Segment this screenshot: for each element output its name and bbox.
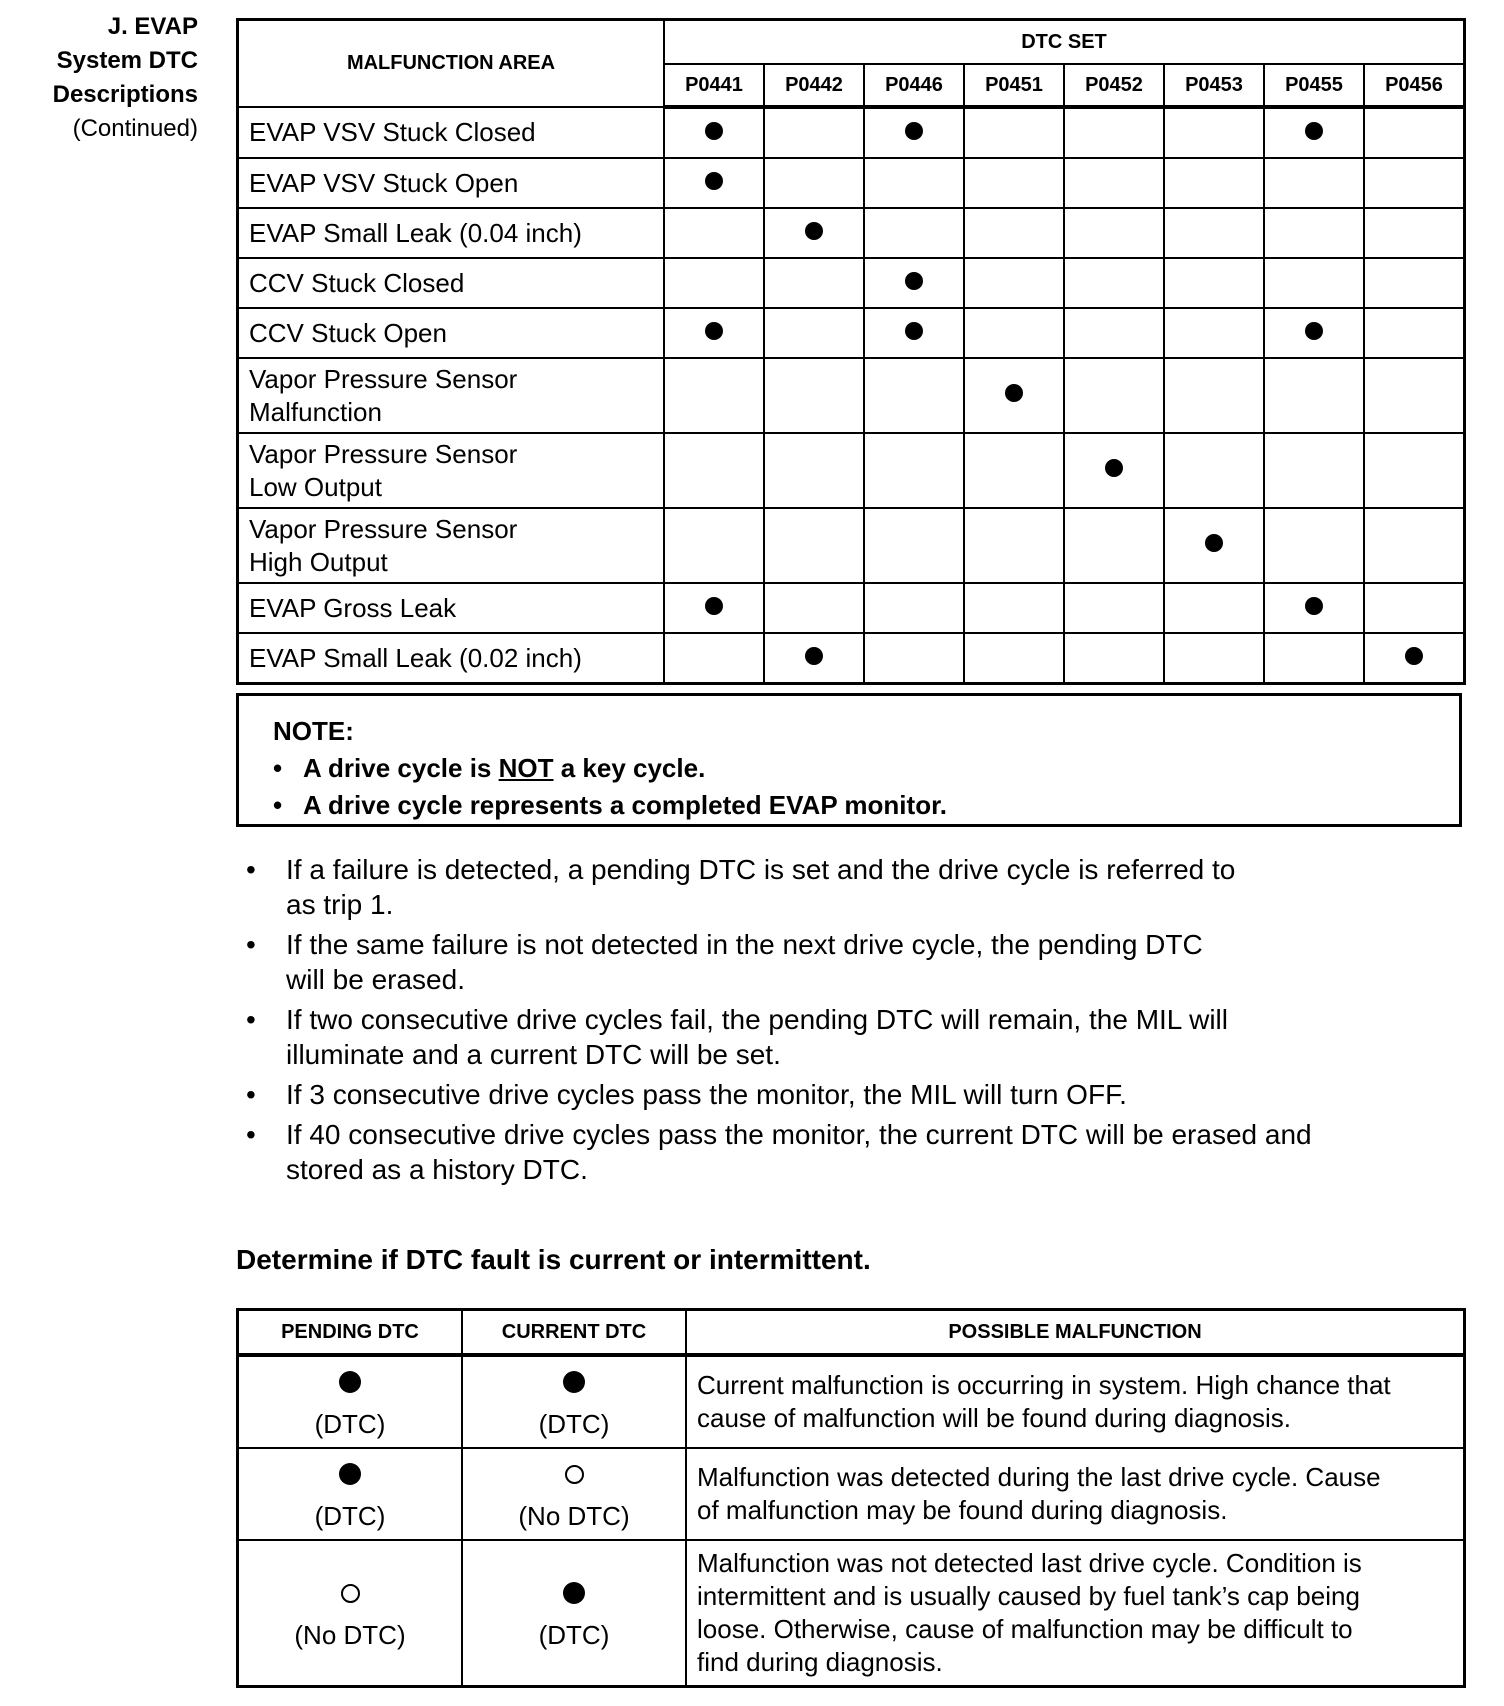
table-row bbox=[238, 1355, 1465, 1448]
dtc-mark-cell bbox=[1264, 208, 1364, 258]
dtc-mark-cell bbox=[1064, 633, 1164, 684]
area-line: Malfunction bbox=[249, 396, 382, 427]
indicator-symbol bbox=[463, 1457, 685, 1487]
note-box bbox=[236, 693, 1462, 827]
dtc-mark-cell bbox=[1264, 433, 1364, 508]
list-item bbox=[246, 927, 1446, 997]
empty-circle-icon bbox=[341, 1584, 360, 1603]
table-row bbox=[238, 1448, 1465, 1540]
dtc-mark-cell bbox=[1064, 308, 1164, 358]
dtc-set-table bbox=[236, 18, 1466, 685]
pending-dtc-cell bbox=[238, 1355, 463, 1448]
possible-malfunction-cell bbox=[686, 1540, 1465, 1687]
filled-dot-icon bbox=[705, 172, 723, 190]
pending-dtc-cell bbox=[238, 1540, 463, 1687]
list-item-line: • If 3 consecutive drive cycles pass the monitor, the MIL will turn OFF. bbox=[286, 1079, 1127, 1110]
description-line: find during diagnosis. bbox=[697, 1647, 943, 1677]
dtc-mark-cell bbox=[1264, 508, 1364, 583]
dtc-mark-cell bbox=[864, 158, 964, 208]
note-emphasis: NOT bbox=[498, 753, 554, 783]
note-text: A drive cycle is bbox=[303, 753, 499, 783]
table-row bbox=[238, 258, 1465, 308]
dtc-mark-cell bbox=[664, 258, 764, 308]
dtc-mark-cell bbox=[1364, 508, 1465, 583]
table-row bbox=[238, 158, 1465, 208]
list-item bbox=[246, 1002, 1446, 1072]
dtc-mark-cell bbox=[864, 107, 964, 158]
dtc-mark-cell bbox=[864, 583, 964, 633]
dtc-mark-cell bbox=[1064, 208, 1164, 258]
malfunction-area-cell: CCV Stuck Closed bbox=[238, 258, 665, 308]
malfunction-area-cell: EVAP VSV Stuck Open bbox=[238, 158, 665, 208]
dtc-mark-cell bbox=[1364, 107, 1465, 158]
table-row bbox=[238, 308, 1465, 358]
list-item-line: illuminate and a current DTC will be set. bbox=[286, 1039, 781, 1070]
indicator-symbol bbox=[239, 1457, 461, 1487]
malfunction-area-cell: EVAP Small Leak (0.04 inch) bbox=[238, 208, 665, 258]
note-item bbox=[273, 750, 1459, 787]
area-line: Low Output bbox=[249, 471, 382, 502]
dtc-mark-cell bbox=[664, 208, 764, 258]
dtc-status-label: (No DTC) bbox=[518, 1501, 630, 1531]
dtc-mark-cell bbox=[1264, 633, 1364, 684]
dtc-mark-cell bbox=[1364, 633, 1465, 684]
dtc-mark-cell bbox=[1164, 158, 1264, 208]
filled-dot-icon bbox=[905, 122, 923, 140]
filled-dot-icon bbox=[905, 272, 923, 290]
dtc-code-header: P0453 bbox=[1164, 64, 1264, 107]
table-row bbox=[238, 433, 1465, 508]
dtc-mark-cell bbox=[1264, 158, 1364, 208]
dtc-code-header: P0441 bbox=[664, 64, 764, 107]
dtc-mark-cell bbox=[964, 258, 1064, 308]
dtc-mark-cell bbox=[1264, 583, 1364, 633]
filled-dot-icon bbox=[905, 322, 923, 340]
dtc-set-header: DTC SET bbox=[664, 20, 1465, 65]
current-dtc-cell bbox=[462, 1355, 686, 1448]
description-line: Malfunction was not detected last drive cycle. Condition is bbox=[697, 1548, 1362, 1578]
section-heading-continued: (Continued) bbox=[72, 115, 198, 142]
dtc-code-header: P0442 bbox=[764, 64, 864, 107]
dtc-mark-cell bbox=[964, 633, 1064, 684]
possible-malfunction-header: POSSIBLE MALFUNCTION bbox=[686, 1310, 1465, 1356]
section-heading-line: System DTC bbox=[56, 47, 198, 74]
dtc-mark-cell bbox=[1064, 508, 1164, 583]
dtc-mark-cell bbox=[864, 433, 964, 508]
current-dtc-cell bbox=[462, 1448, 686, 1540]
dtc-mark-cell bbox=[764, 158, 864, 208]
dtc-mark-cell bbox=[1364, 208, 1465, 258]
dtc-status-label: (DTC) bbox=[314, 1409, 386, 1439]
description-line: intermittent and is usually caused by fuel tank’s cap being bbox=[697, 1581, 1360, 1611]
filled-dot-icon bbox=[805, 647, 823, 665]
dtc-mark-cell bbox=[664, 508, 764, 583]
dtc-mark-cell bbox=[764, 633, 864, 684]
empty-circle-icon bbox=[565, 1465, 584, 1484]
filled-dot-icon bbox=[1305, 322, 1323, 340]
dtc-mark-cell bbox=[964, 433, 1064, 508]
dtc-mark-cell bbox=[764, 583, 864, 633]
dtc-mark-cell bbox=[664, 358, 764, 433]
list-item-line: as trip 1. bbox=[286, 889, 394, 920]
filled-dot-icon bbox=[1305, 122, 1323, 140]
list-item bbox=[246, 1117, 1446, 1187]
filled-dot-icon bbox=[1105, 459, 1123, 477]
dtc-mark-cell bbox=[764, 508, 864, 583]
malfunction-area-cell bbox=[238, 358, 665, 433]
dtc-status-label: (DTC) bbox=[314, 1501, 386, 1531]
list-item-line: • If the same failure is not detected in the next drive cycle, the pending DTC bbox=[286, 929, 1203, 960]
dtc-status-label: (DTC) bbox=[538, 1409, 610, 1439]
possible-malfunction-table bbox=[236, 1308, 1466, 1688]
section-heading-line: Descriptions bbox=[52, 81, 198, 108]
malfunction-area-cell: EVAP VSV Stuck Closed bbox=[238, 107, 665, 158]
filled-dot-icon bbox=[1005, 384, 1023, 402]
list-item-line: stored as a history DTC. bbox=[286, 1154, 588, 1185]
dtc-code-header: P0451 bbox=[964, 64, 1064, 107]
dtc-code-header: P0452 bbox=[1064, 64, 1164, 107]
dtc-mark-cell bbox=[664, 308, 764, 358]
dtc-mark-cell bbox=[864, 633, 964, 684]
list-item bbox=[246, 852, 1446, 922]
malfunction-area-cell: EVAP Gross Leak bbox=[238, 583, 665, 633]
description-line: cause of malfunction will be found during diagnosis. bbox=[697, 1403, 1292, 1433]
dtc-mark-cell bbox=[1164, 308, 1264, 358]
dtc-mark-cell bbox=[1164, 508, 1264, 583]
dtc-mark-cell bbox=[1064, 158, 1164, 208]
dtc-status-label: (No DTC) bbox=[294, 1620, 406, 1650]
possible-malfunction-cell bbox=[686, 1355, 1465, 1448]
dtc-mark-cell bbox=[864, 308, 964, 358]
dtc-mark-cell bbox=[1364, 583, 1465, 633]
section-heading bbox=[0, 10, 198, 146]
dtc-mark-cell bbox=[964, 358, 1064, 433]
area-line: High Output bbox=[249, 546, 388, 577]
dtc-mark-cell bbox=[964, 583, 1064, 633]
dtc-mark-cell bbox=[964, 308, 1064, 358]
filled-dot-icon bbox=[339, 1463, 361, 1485]
filled-dot-icon bbox=[339, 1371, 361, 1393]
table-row bbox=[238, 208, 1465, 258]
note-text: a key cycle. bbox=[553, 753, 706, 783]
dtc-mark-cell bbox=[1064, 433, 1164, 508]
dtc-mark-cell bbox=[964, 158, 1064, 208]
area-line: Vapor Pressure Sensor bbox=[249, 513, 518, 544]
dtc-mark-cell bbox=[864, 358, 964, 433]
indicator-symbol bbox=[463, 1365, 685, 1395]
dtc-mark-cell bbox=[664, 107, 764, 158]
filled-dot-icon bbox=[705, 322, 723, 340]
dtc-mark-cell bbox=[764, 433, 864, 508]
note-title: NOTE: bbox=[273, 716, 354, 746]
dtc-code-header: P0446 bbox=[864, 64, 964, 107]
dtc-mark-cell bbox=[1364, 158, 1465, 208]
list-item-line: • If two consecutive drive cycles fail, the pending DTC will remain, the MIL will bbox=[286, 1004, 1228, 1035]
description-line: Malfunction was detected during the last drive cycle. Cause bbox=[697, 1462, 1381, 1492]
list-item bbox=[246, 1077, 1446, 1112]
current-dtc-cell bbox=[462, 1540, 686, 1687]
malfunction-area-cell: CCV Stuck Open bbox=[238, 308, 665, 358]
dtc-mark-cell bbox=[1264, 358, 1364, 433]
area-line: Vapor Pressure Sensor bbox=[249, 438, 518, 469]
dtc-mark-cell bbox=[764, 308, 864, 358]
dtc-status-label: (DTC) bbox=[538, 1620, 610, 1650]
filled-dot-icon bbox=[1305, 597, 1323, 615]
dtc-mark-cell bbox=[1064, 583, 1164, 633]
pending-dtc-header: PENDING DTC bbox=[238, 1310, 463, 1356]
indicator-symbol bbox=[463, 1576, 685, 1606]
current-dtc-header: CURRENT DTC bbox=[462, 1310, 686, 1356]
dtc-mark-cell bbox=[664, 583, 764, 633]
table-row bbox=[238, 107, 1465, 158]
malfunction-area-header: MALFUNCTION AREA bbox=[238, 20, 665, 108]
filled-dot-icon bbox=[805, 222, 823, 240]
dtc-mark-cell bbox=[864, 208, 964, 258]
dtc-mark-cell bbox=[1364, 308, 1465, 358]
area-line: Vapor Pressure Sensor bbox=[249, 363, 518, 394]
determine-heading: Determine if DTC fault is current or intermittent. bbox=[236, 1244, 871, 1275]
table-row bbox=[238, 1540, 1465, 1687]
dtc-mark-cell bbox=[764, 107, 864, 158]
dtc-mark-cell bbox=[1264, 308, 1364, 358]
dtc-mark-cell bbox=[1164, 258, 1264, 308]
dtc-mark-cell bbox=[1364, 258, 1465, 308]
filled-dot-icon bbox=[705, 597, 723, 615]
dtc-mark-cell bbox=[964, 208, 1064, 258]
section-heading-line: J. EVAP bbox=[107, 13, 198, 40]
table-row bbox=[238, 358, 1465, 433]
dtc-code-header: P0455 bbox=[1264, 64, 1364, 107]
dtc-mark-cell bbox=[1264, 258, 1364, 308]
dtc-mark-cell bbox=[764, 258, 864, 308]
dtc-mark-cell bbox=[864, 508, 964, 583]
dtc-mark-cell bbox=[764, 208, 864, 258]
dtc-mark-cell bbox=[1364, 433, 1465, 508]
drive-cycle-rules bbox=[246, 852, 1446, 1192]
dtc-mark-cell bbox=[964, 107, 1064, 158]
description-line: loose. Otherwise, cause of malfunction may be difficult to bbox=[697, 1614, 1353, 1644]
list-item-line: will be erased. bbox=[286, 964, 465, 995]
dtc-mark-cell bbox=[1164, 583, 1264, 633]
malfunction-area-cell bbox=[238, 433, 665, 508]
filled-dot-icon bbox=[1405, 647, 1423, 665]
malfunction-area-cell bbox=[238, 508, 665, 583]
table-row bbox=[238, 508, 1465, 583]
dtc-mark-cell bbox=[764, 358, 864, 433]
dtc-mark-cell bbox=[1164, 433, 1264, 508]
dtc-mark-cell bbox=[664, 158, 764, 208]
list-item-line: • If 40 consecutive drive cycles pass the monitor, the current DTC will be erased and bbox=[286, 1119, 1312, 1150]
indicator-symbol bbox=[239, 1576, 461, 1606]
dtc-mark-cell bbox=[1164, 358, 1264, 433]
note-item: • A drive cycle represents a completed EVAP monitor. bbox=[273, 787, 1459, 824]
dtc-mark-cell bbox=[1064, 258, 1164, 308]
table-row bbox=[238, 633, 1465, 684]
dtc-mark-cell bbox=[1364, 358, 1465, 433]
dtc-mark-cell bbox=[664, 633, 764, 684]
dtc-mark-cell bbox=[964, 508, 1064, 583]
indicator-symbol bbox=[239, 1365, 461, 1395]
filled-dot-icon bbox=[563, 1582, 585, 1604]
dtc-mark-cell bbox=[1164, 633, 1264, 684]
table-row bbox=[238, 583, 1465, 633]
description-line: Current malfunction is occurring in system. High chance that bbox=[697, 1370, 1391, 1400]
dtc-mark-cell bbox=[1164, 107, 1264, 158]
filled-dot-icon bbox=[705, 122, 723, 140]
possible-malfunction-cell bbox=[686, 1448, 1465, 1540]
description-line: of malfunction may be found during diagnosis. bbox=[697, 1495, 1228, 1525]
malfunction-area-cell: EVAP Small Leak (0.02 inch) bbox=[238, 633, 665, 684]
filled-dot-icon bbox=[563, 1371, 585, 1393]
dtc-mark-cell bbox=[1164, 208, 1264, 258]
list-item-line: • If a failure is detected, a pending DTC is set and the drive cycle is referred to bbox=[286, 854, 1236, 885]
dtc-mark-cell bbox=[1064, 358, 1164, 433]
dtc-mark-cell bbox=[864, 258, 964, 308]
pending-dtc-cell bbox=[238, 1448, 463, 1540]
dtc-mark-cell bbox=[664, 433, 764, 508]
filled-dot-icon bbox=[1205, 534, 1223, 552]
dtc-code-header: P0456 bbox=[1364, 64, 1465, 107]
dtc-mark-cell bbox=[1264, 107, 1364, 158]
dtc-mark-cell bbox=[1064, 107, 1164, 158]
